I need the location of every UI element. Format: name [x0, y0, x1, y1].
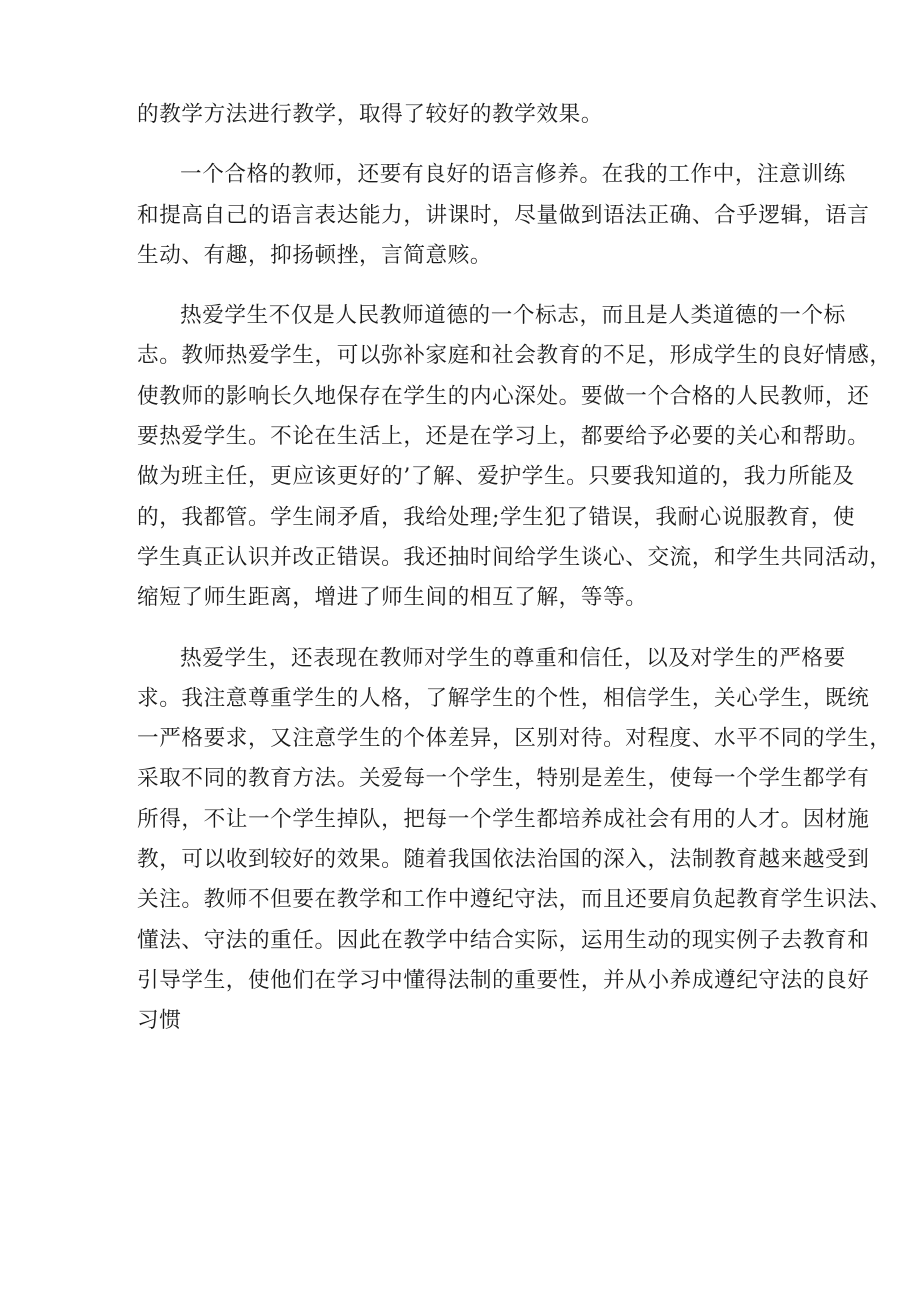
document-body [137, 95, 892, 1042]
text-line: 缩短了师生距离，增进了师生间的相互了解，等等。 [137, 585, 648, 611]
text-line: 一个合格的教师，还要有良好的语言修养。在我的工作中，注意训练 [180, 162, 846, 188]
text-line: 热爱学生不仅是人民教师道德的一个标志，而且是人类道德的一个标 [180, 303, 846, 329]
text-line: 生动、有趣，抑扬顿挫，言简意赅。 [137, 242, 493, 268]
text-line: 采取不同的教育方法。关爱每一个学生，特别是差生，使每一个学生都学有 [137, 766, 870, 792]
text-line: 所得，不让一个学生掉队，把每一个学生都培养成社会有用的人才。因材施 [137, 806, 870, 832]
text-line: 的，我都管。学生闹矛盾，我给处理;学生犯了错误，我耐心说服教育，使 [137, 504, 856, 530]
text-line: 使教师的影响长久地保存在学生的内心深处。要做一个合格的人民教师，还 [137, 383, 870, 409]
text-line: 一严格要求，又注意学生的个体差异，区别对待。对程度、水平不同的学生， [137, 726, 892, 752]
text-line: 做为班主任，更应该更好的’了解、爱护学生。只要我知道的，我力所能及 [137, 464, 855, 490]
text-line: 热爱学生，还表现在教师对学生的尊重和信任，以及对学生的严格要 [180, 645, 846, 671]
text-line: 懂法、守法的重任。因此在教学中结合实际，运用生动的现实例子去教育和 [137, 927, 870, 953]
text-line: 求。我注意尊重学生的人格，了解学生的个性，相信学生，关心学生，既统 [137, 685, 870, 711]
text-line: 和提高自己的语言表达能力，讲课时，尽量做到语法正确、合乎逻辑，语言 [137, 202, 870, 228]
text-line: 关注。教师不但要在教学和工作中遵纪守法，而且还要肩负起教育学生识法、 [137, 887, 892, 913]
text-line: 志。教师热爱学生，可以弥补家庭和社会教育的不足，形成学生的良好情感， [137, 343, 892, 369]
text-line: 的教学方法进行教学，取得了较好的教学效果。 [137, 102, 604, 127]
text-line: 要热爱学生。不论在生活上，还是在学习上，都要给予必要的关心和帮助。 [137, 424, 870, 450]
text-line: 习惯 [137, 1008, 182, 1034]
text-line: 学生真正认识并改正错误。我还抽时间给学生谈心、交流，和学生共同活动， [137, 544, 892, 570]
text-line: 教，可以收到较好的效果。随着我国依法治国的深入，法制教育越来越受到 [137, 847, 870, 873]
text-line: 引导学生，使他们在学习中懂得法制的重要性，并从小养成遵纪守法的良好 [137, 967, 870, 993]
